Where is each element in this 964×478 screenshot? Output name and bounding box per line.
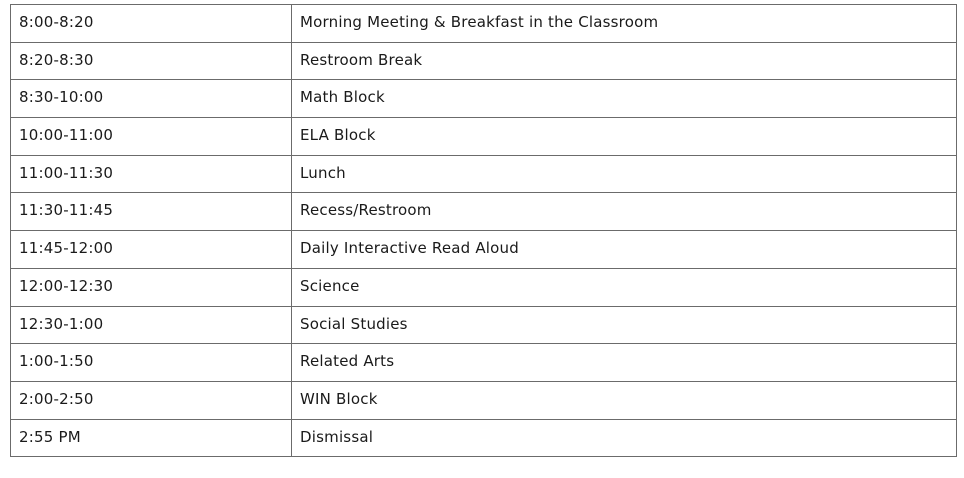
activity-cell: Restroom Break [292, 42, 957, 80]
table-row [11, 231, 957, 269]
table-row [11, 155, 957, 193]
table-row [11, 80, 957, 118]
table-row [11, 306, 957, 344]
activity-cell: Dismissal [292, 419, 957, 457]
activity-cell: Related Arts [292, 344, 957, 382]
table-row [11, 268, 957, 306]
table-row [11, 5, 957, 43]
time-cell: 12:00-12:30 [11, 268, 292, 306]
activity-cell: Recess/Restroom [292, 193, 957, 231]
activity-cell: Math Block [292, 80, 957, 118]
schedule-body [11, 5, 957, 457]
activity-cell: WIN Block [292, 381, 957, 419]
table-row [11, 344, 957, 382]
time-cell: 11:00-11:30 [11, 155, 292, 193]
activity-cell: Science [292, 268, 957, 306]
activity-cell: Daily Interactive Read Aloud [292, 231, 957, 269]
schedule-table [10, 4, 957, 457]
activity-cell: Morning Meeting & Breakfast in the Classroom [292, 5, 957, 43]
table-row [11, 42, 957, 80]
time-cell: 8:30-10:00 [11, 80, 292, 118]
activity-cell: Social Studies [292, 306, 957, 344]
time-cell: 11:30-11:45 [11, 193, 292, 231]
time-cell: 2:00-2:50 [11, 381, 292, 419]
time-cell: 11:45-12:00 [11, 231, 292, 269]
activity-cell: ELA Block [292, 118, 957, 156]
time-cell: 8:20-8:30 [11, 42, 292, 80]
table-row [11, 381, 957, 419]
time-cell: 10:00-11:00 [11, 118, 292, 156]
table-row [11, 118, 957, 156]
time-cell: 1:00-1:50 [11, 344, 292, 382]
table-row [11, 193, 957, 231]
table-row [11, 419, 957, 457]
activity-cell: Lunch [292, 155, 957, 193]
time-cell: 12:30-1:00 [11, 306, 292, 344]
time-cell: 8:00-8:20 [11, 5, 292, 43]
time-cell: 2:55 PM [11, 419, 292, 457]
